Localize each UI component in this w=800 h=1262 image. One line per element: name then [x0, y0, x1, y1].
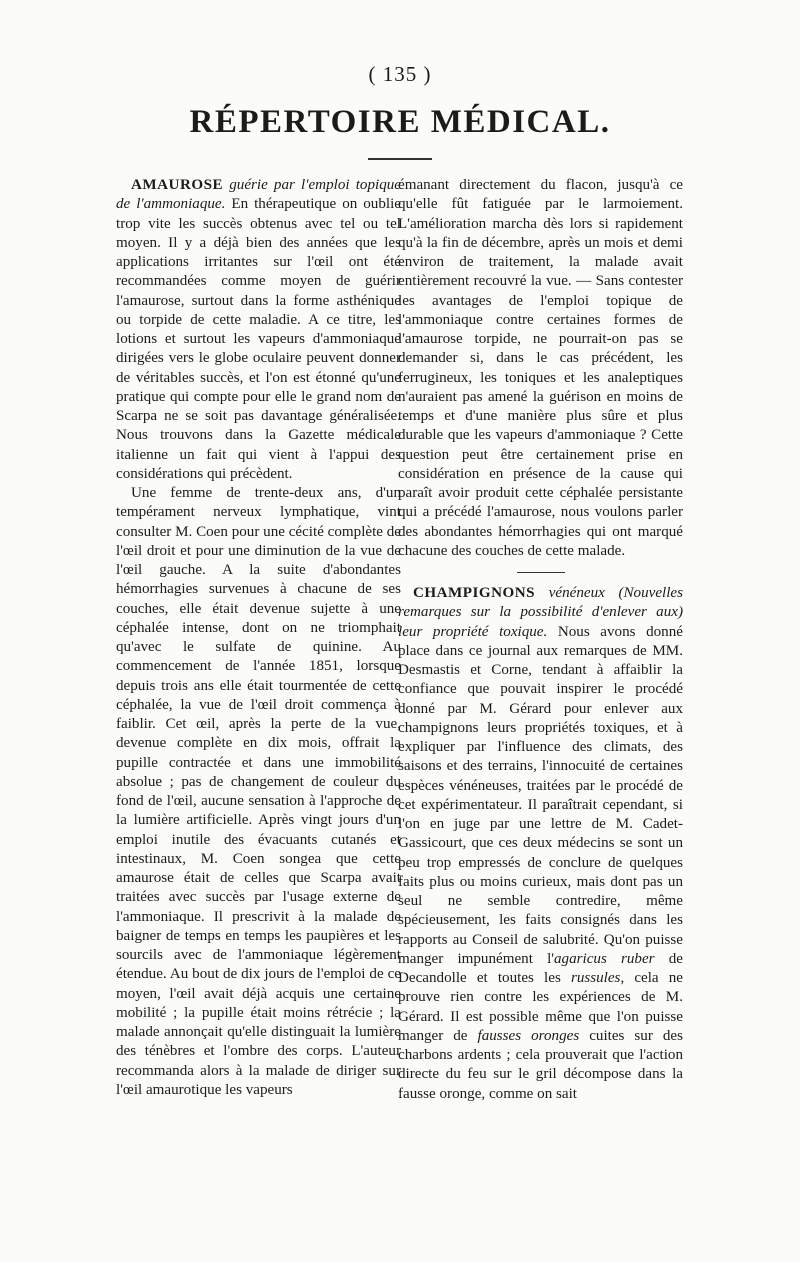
section-rule [517, 572, 565, 573]
paragraph-amaurose-continuation: émanant directement du flacon, jusqu'à ce qu'elle fût fatiguée par le larmoiement. L'amélioration marcha dès lors si rapidement qu'à la fin de décembre, après un mois et demi environ de traitement, la malade avait entièrement recouvré la vue. — Sans contester les avantages de l'emploi topique de l'ammoniaque contre certaines formes de l'amaurose torpide, ne pourrait-on pas se demander si, dans le cas précédent, les ferrugineux, les toniques et les analeptiques n'auraient pas amené la guérison en moins de temps et d'une manière plus sûre et plus durable que les vapeurs d'ammoniaque ? Cette question peut être certainement prise en considération en présence de la cause qui paraît avoir produit cette céphalée persistante qui a précédé l'amaurose, nous voulons parler des abondantes hémorrhagies qui ont marqué chacune des couches de cette malade. [398, 177, 683, 559]
text-champignons-d: cuites sur des charbons ardents ; cela prouverait que l'action directe du feu sur le gril décompose dans la fausse oronge, comme on sait [398, 1027, 683, 1102]
term-russules: russules [570, 970, 621, 986]
article-amaurose-intro [116, 176, 401, 484]
article-champignons [398, 584, 683, 1104]
right-column [398, 176, 683, 1104]
paragraph-amaurose-2: Une femme de trente-deux ans, d'un tempérament nerveux lymphatique, vint consulter M. Coen pour une cécité complète de l'œil droit et pour une diminution de la vue de l'œil gauche. A la suite d'abondantes hémorrhagies survenues à chacune de ses couches, elle était devenue sujette à une céphalée intense, dont on ne triomphait qu'avec le sulfate de quinine. Au commencement de l'année 1851, lorsque depuis trois ans elle était tourmentée de cette céphalée, la vue de l'œil droit commença à faiblir. Cet œil, après la perte de la vue, devenue complète en dix mois, offrait la pupille contractée et dans une immobilité absolue ; pas de changement de couleur du fond de l'œil, aucune sensation à l'approche de la lumière artificielle. Après vingt jours d'un emploi inutile des évacuants cutanés et intestinaux, M. Coen songea que cette amaurose était de celles que Scarpa avait traitées avec succès par l'usage externe de l'ammoniaque. Il prescrivit à la malade de baigner de temps en temps les paupières et les sourcils avec de l'ammoniaque légèrement étendue. Au bout de dix jours de l'emploi de ce moyen, l'œil avait déjà acquis une certaine mobilité ; la pupille était moins rétrécie ; la malade annonçait qu'elle distinguait la lumière des ténèbres et l'ombre des corps. L'auteur recommanda alors à la malade de diriger sur l'œil amaurotique les vapeurs [116, 485, 402, 1098]
paragraph-amaurose-1: En thérapeutique on oublie trop vite les succès obtenus avec tel ou tel moyen. Il y a déjà bien des années que les applications irritantes sur l'œil ont été recommandées comme moyen de guérir l'amaurose, surtout dans la forme asthénique ou torpide de cette maladie. A ce titre, les lotions et surtout les vapeurs d'ammoniaque dirigées vers le globe oculaire peuvent donner de véritables succès, et l'on est étonné qu'une pratique qui compte pour elle le grand nom de Scarpa ne se soit pas davantage généralisée. Nous trouvons dans la Gazette médicale italienne un fait qui vient à l'appui des considérations qui précèdent. [116, 196, 401, 482]
left-column [116, 176, 401, 1100]
term-agaricus-ruber: agaricus ruber [554, 950, 655, 967]
page-number: ( 135 ) [368, 62, 432, 86]
subtitle-champignons: vénéneux (Nouvelles remarques sur la possibilité d'enlever aux) leur propriété toxique. [398, 585, 683, 640]
subtitle-amaurose: guérie par l'emploi topique de l'ammoniaque. [116, 177, 401, 213]
text-champignons-a: Nous avons donné place dans ce journal aux remarques de MM. Desmastis et Corne, tendant à affaiblir la confiance que pouvait inspirer le procédé donné par M. Gérard pour enlever aux champignons leurs propriétés toxiques, et à expliquer par l'influence des climats, des saisons et des terrains, l'innocuité de certaines espèces vénéneuses, traitées par le procédé de cet expérimentateur. Il paraîtrait cependant, si l'on en juge par une lettre de M. Cadet-Gassicourt, que ces deux médecins se sont un peu trop empressés de conclure de quelques faits plus ou moins curieux, mais dont pas un seul ne semble contredire, même spécieusement, les faits consignés dans les rapports au Conseil de salubrité. Qu'on puisse manger impunément l' [398, 623, 683, 967]
headword-amaurose: AMAUROSE [131, 177, 224, 193]
headword-champignons: CHAMPIGNONS [413, 585, 536, 601]
page-title: RÉPERTOIRE MÉDICAL. [189, 104, 611, 140]
title-rule [368, 158, 432, 160]
term-fausses-oronges: fausses oronges [477, 1027, 580, 1044]
text-champignons-c: , cela ne prouve rien contre les expériences de M. Gérard. Il est possible même que l'on puisse manger de [398, 970, 683, 1044]
text-champignons-b: de Decandolle et toutes les [398, 950, 683, 986]
